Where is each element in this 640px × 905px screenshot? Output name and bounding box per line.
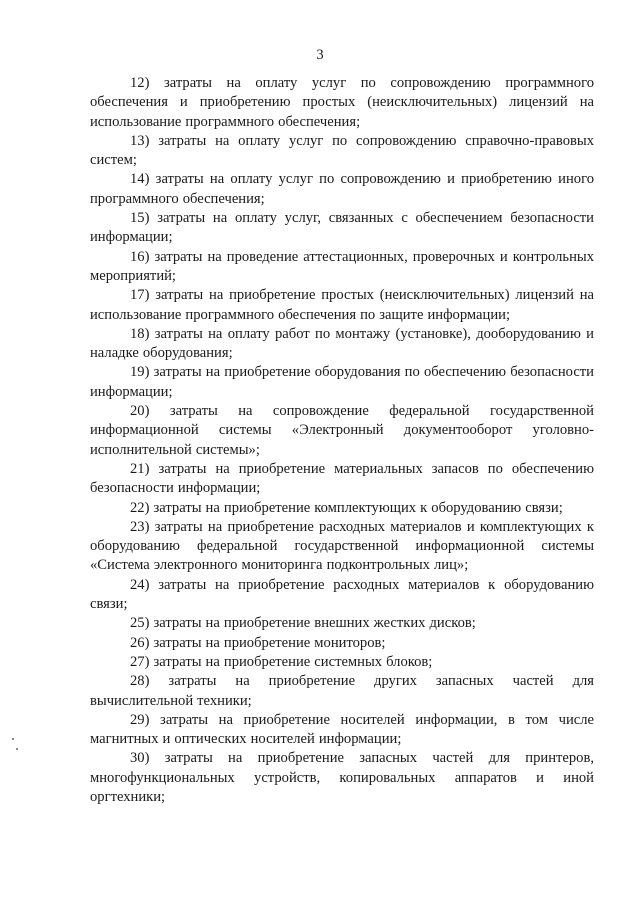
list-item: 17) затраты на приобретение простых (неисключительных) лицензий на использование программного обеспечения по защите информации; bbox=[90, 287, 594, 323]
list-item: 24) затраты на приобретение расходных материалов к оборудованию связи; bbox=[90, 576, 594, 613]
list-item: 18) затраты на оплату работ по монтажу (установке), дооборудованию и наладке оборудования; bbox=[90, 325, 594, 362]
list-item: 23) затраты на приобретение расходных материалов и комплектующих к оборудованию федеральной государственной информационной системы «Система электронного мониторинга подконтрольных лиц»; bbox=[90, 518, 594, 574]
list-item: 21) затраты на приобретение материальных запасов по обеспечению безопасности информации; bbox=[90, 460, 594, 497]
page-number: 3 bbox=[316, 47, 324, 63]
expense-list bbox=[90, 74, 594, 807]
list-item: 28) затраты на приобретение других запасных частей для вычислительной техники; bbox=[90, 673, 594, 709]
list-item: 27) затраты на приобретение системных блоков; bbox=[130, 653, 433, 670]
list-item: 29) затраты на приобретение носителей информации, в том числе магнитных и оптических носителей информации; bbox=[90, 711, 594, 748]
list-item: 20) затраты на сопровождение федеральной государственной информационной системы «Электронный документооборот уголовно-исполнительной системы»; bbox=[90, 403, 594, 458]
list-item: 12) затраты на оплату услуг по сопровождению программного обеспечения и приобретению простых (неисключительных) лицензий на использование программного обеспечения; bbox=[90, 75, 594, 130]
list-item: 30) затраты на приобретение запасных частей для принтеров, многофункциональных устройств, копировальных аппаратов и иной оргтехники; bbox=[90, 750, 594, 805]
scan-speck bbox=[16, 748, 18, 750]
list-item: 26) затраты на приобретение мониторов; bbox=[130, 634, 386, 651]
list-item: 16) затраты на проведение аттестационных, проверочных и контрольных мероприятий; bbox=[90, 248, 594, 284]
list-item: 15) затраты на оплату услуг, связанных с обеспечением безопасности информации; bbox=[90, 210, 594, 246]
list-item: 19) затраты на приобретение оборудования по обеспечению безопасности информации; bbox=[90, 364, 594, 400]
list-item: 22) затраты на приобретение комплектующих к оборудованию связи; bbox=[130, 499, 563, 516]
list-item: 13) затраты на оплату услуг по сопровождению справочно-правовых систем; bbox=[90, 132, 594, 169]
list-item: 25) затраты на приобретение внешних жестких дисков; bbox=[130, 615, 476, 632]
list-item: 14) затраты на оплату услуг по сопровождению и приобретению иного программного обеспечения; bbox=[90, 171, 594, 207]
scan-speck bbox=[12, 738, 14, 740]
